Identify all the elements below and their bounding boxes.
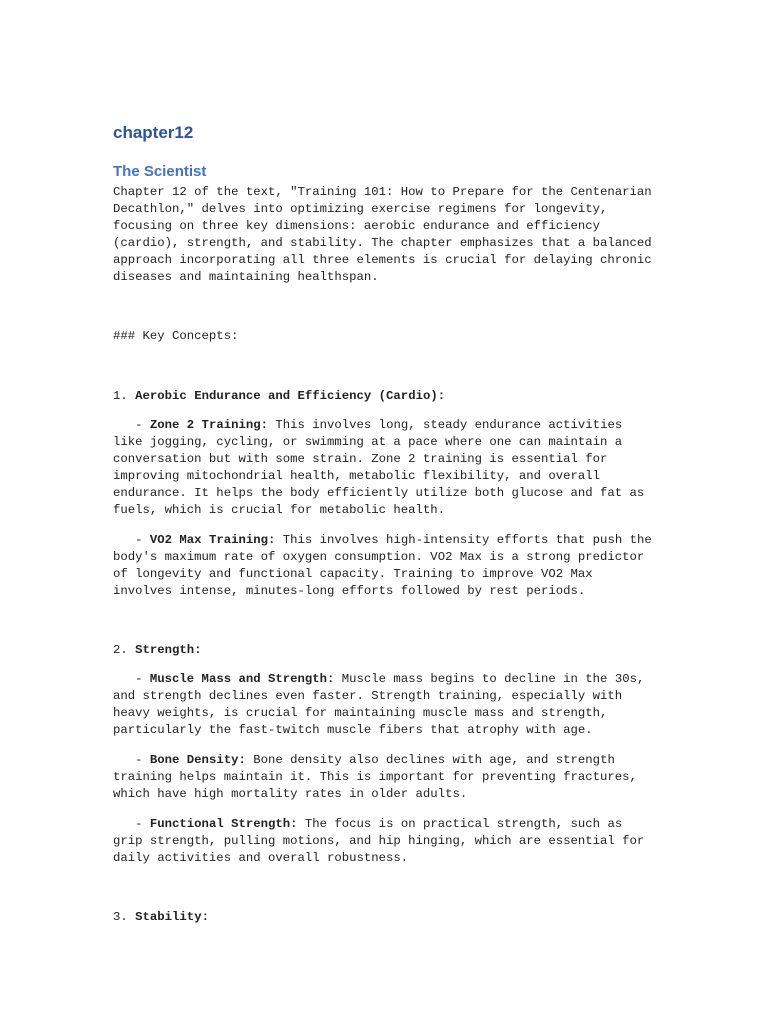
concept-text: This involves high-intensity efforts that push the body's maximum rate of oxygen consumption. VO2 Max is a strong predictor of longevity and functional capacity. Training to improve VO2 Max involves intense, minutes-long efforts followed by rest periods. bbox=[113, 533, 652, 598]
concept-text: Muscle mass begins to decline in the 30s, and strength declines even faster. Strength training, especially with heavy weights, is crucial for maintaining muscle mass and strength, particularly the fast-twitch muscle fibers that atrophy with age. bbox=[113, 672, 645, 737]
document-subtitle: The Scientist bbox=[113, 163, 207, 180]
section-heading-stability bbox=[113, 909, 209, 926]
concept-text: The focus is on practical strength, such as grip strength, pulling motions, and hip hinging, which are essential for daily activities and overall robustness. bbox=[113, 817, 645, 865]
concept-item-bone-density: - Bone Density: Bone density also declines with age, and strength training helps maintain it. This is important for preventing fractures, which have high mortality rates in older adults. bbox=[113, 753, 637, 801]
section-number: 3. bbox=[113, 910, 128, 924]
concept-term: Zone 2 Training: bbox=[149, 418, 268, 432]
concept-item-zone2: - Zone 2 Training: This involves long, steady endurance activities like jogging, cycling, or swimming at a pace where one can maintain a conversation but with some strain. Zone 2 training is essential for improving mitochondrial health, metabolic flexibility, and overall endurance. It helps the body efficiently utilize both glucose and fat as fuels, which is crucial for metabolic health. bbox=[113, 418, 645, 517]
concept-term: Bone Density: bbox=[149, 753, 246, 767]
concept-term: VO2 Max Training: bbox=[149, 533, 276, 547]
intro-paragraph: Chapter 12 of the text, "Training 101: How to Prepare for the Centenarian Decathlon," delves into optimizing exercise regimens for longevity, focusing on three key dimensions: aerobic endurance and efficiency (cardio), strength, and stability. The chapter emphasizes that a balanced approach incorporating all three elements is crucial for delaying chronic diseases and maintaining healthspan. bbox=[113, 185, 652, 284]
section-title: Aerobic Endurance and Efficiency (Cardio): bbox=[135, 389, 446, 403]
concept-term: Muscle Mass and Strength: bbox=[149, 672, 335, 686]
section-title: Strength: bbox=[135, 643, 202, 657]
concept-item-functional-strength: - Functional Strength: The focus is on practical strength, such as grip strength, pulling motions, and hip hinging, which are essential for daily activities and overall robustness. bbox=[113, 817, 645, 865]
section-heading-strength bbox=[113, 642, 202, 659]
key-concepts-heading: ### Key Concepts: bbox=[113, 329, 239, 343]
document-title: chapter12 bbox=[113, 123, 194, 142]
concept-text: This involves long, steady endurance activities like jogging, cycling, or swimming at a pace where one can maintain a conversation but with some strain. Zone 2 training is essential for improving mitochondrial health, metabolic flexibility, and overall endurance. It helps the body efficiently utilize both glucose and fat as fuels, which is crucial for metabolic health. bbox=[113, 418, 645, 517]
section-number: 2. bbox=[113, 643, 128, 657]
concept-item-muscle-mass: - Muscle Mass and Strength: Muscle mass begins to decline in the 30s, and strength declines even faster. Strength training, especially with heavy weights, is crucial for maintaining muscle mass and strength, particularly the fast-twitch muscle fibers that atrophy with age. bbox=[113, 672, 645, 737]
section-title: Stability: bbox=[135, 910, 209, 924]
section-number: 1. bbox=[113, 389, 128, 403]
section-heading-cardio bbox=[113, 388, 445, 405]
concept-text: Bone density also declines with age, and strength training helps maintain it. This is important for preventing fractures, which have high mortality rates in older adults. bbox=[113, 753, 637, 801]
concept-item-vo2max: - VO2 Max Training: This involves high-intensity efforts that push the body's maximum rate of oxygen consumption. VO2 Max is a strong predictor of longevity and functional capacity. Training to improve VO2 Max involves intense, minutes-long efforts followed by rest periods. bbox=[113, 533, 652, 598]
concept-term: Functional Strength: bbox=[149, 817, 298, 831]
